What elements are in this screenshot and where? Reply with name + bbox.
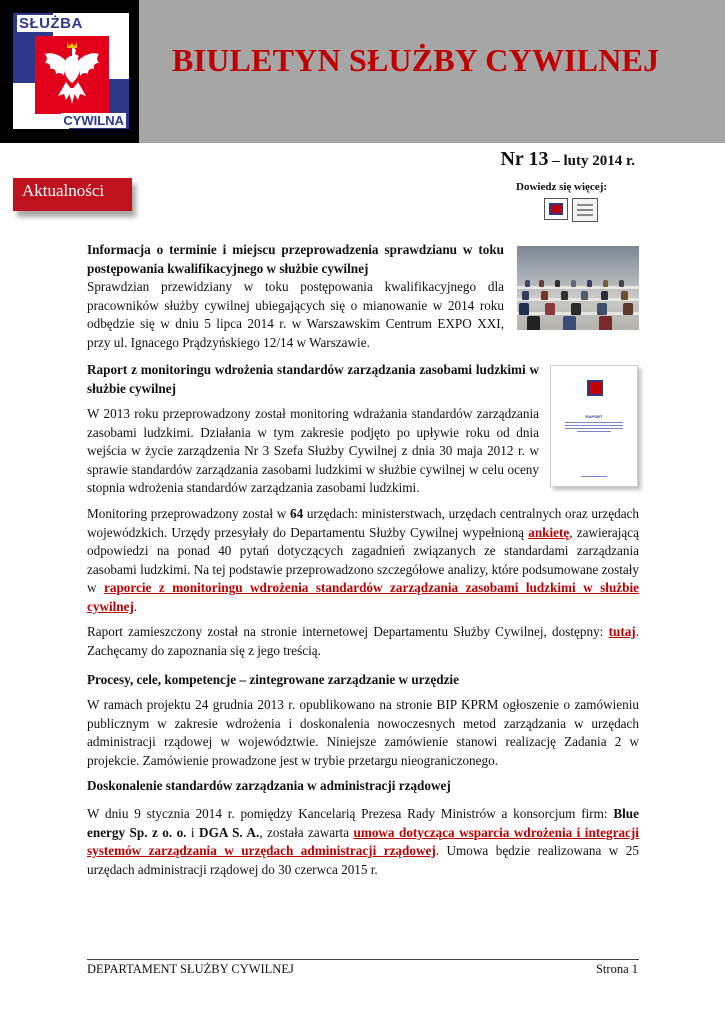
a4-text-2: i [186, 824, 200, 840]
a2p2-text-3: , zawierającą odpowiedzi na ponad 40 pytań dotyczących zagadnień związanych ze standardami zarządzania zasobami ludzkimi. Na tej podstawie przeprowadzono szczegółowe analizy, które podsumowane zostały w [87, 524, 639, 596]
article-3-heading: Procesy, cele, kompetencje – zintegrowane zarządzanie w urzędzie [87, 672, 459, 687]
agreement-link[interactable]: umowa dotycząca wsparcia wdrożenia i integracji systemów zarządzania w urzędach administracji rządowej [87, 824, 639, 859]
report-cover-emblem [587, 380, 603, 396]
logo-text-top: SŁUŻBA [19, 15, 83, 32]
logo-text-bottom: CYWILNA [63, 113, 124, 128]
issue-number: Nr 13 [500, 148, 549, 170]
article-3-body: W ramach projektu 24 grudnia 2013 r. opublikowano na stronie BIP KPRM ogłoszenie o zamówieniu publicznym w zakresie wdrożenia i doskonalenia nowoczesnych metod zarządzania w urzędach administracji rządowej w województwie. Niniejsze zamówienie stanowi realizację Zadania 2 w projekcie. Zamówienie prowadzone jest w trybie przetargu nieograniczonego. [87, 697, 639, 768]
office-count: 64 [289, 506, 304, 521]
a2p2-text-4: . [133, 598, 138, 614]
a2p3-text-1: Raport zamieszczony został na stronie internetowej Departamentu Służby Cywilnej, dostępny: [87, 624, 609, 639]
bulletin-title: BIULETYN SŁUŻBY CYWILNEJ [172, 42, 660, 78]
article-1-body: Sprawdzian przewidziany w toku postępowania kwalifikacyjnego dla pracowników służby cywilnej ubiegających się o mianowanie w 2014 roku odbędzie się w dniu 5 lipca 2014 r. w Warszawskim Centrum EXPO XXI, przy ul. Ignacego Prądzyńskiego 12/14 w Warszawie. [87, 279, 504, 350]
article-4-body [87, 805, 639, 879]
article-2-paragraph-3 [87, 623, 639, 660]
a2p2-text-1: Monitoring przeprowadzony został w [87, 506, 290, 521]
document-icon[interactable] [572, 198, 598, 222]
company-blue-energy: Blue energy Sp. z o. o. [87, 806, 639, 840]
a4-text-4: . Umowa będzie realizowana w 25 urzędach administracji rządowej do 30 czerwca 2015 r. [87, 843, 639, 877]
civil-service-site-icon[interactable] [544, 198, 568, 220]
a2p2-text-2: urzędach: ministerstwach, urzędach centralnych oraz urzędach wojewódzkich. Urzędy przesyłały do Departamentu Służby Cywilnej wypełnioną [87, 506, 639, 540]
article-1-heading: Informacja o terminie i miejscu przeprowadzenia sprawdzianu w toku postępowania kwalifikacyjnego w służbie cywilnej [87, 242, 504, 276]
article-2-paragraph-1: W 2013 roku przeprowadzony został monitoring wdrażania standardów zarządzania zasobami ludzkimi. Działania w tym zakresie podjęto po upływie roku od dnia wejścia w życie zarządzenia Nr 3 Szefa Służby Cywilnej z dnia 30 maja 2012 r. w sprawie standardów zarządzania zasobami ludzkimi w służbie cywilnej w celu oceny stopnia wdrożenia standardów zarządzania zasobami ludzkimi. [87, 406, 539, 496]
report-cover-thumbnail[interactable] [550, 365, 638, 487]
footer-rule [87, 959, 639, 960]
survey-link[interactable]: ankietę [528, 524, 570, 540]
section-tab-news: Aktualności [13, 178, 132, 211]
a2p3-text-2: . Zachęcamy do zapoznania się z jego treścią. [87, 624, 639, 658]
monitoring-report-link[interactable]: raporcie z monitoringu wdrożenia standardów zarządzania zasobami ludzkimi w służbie cywilnej [87, 580, 639, 614]
white-eagle-icon [35, 36, 109, 114]
article-2-heading: Raport z monitoringu wdrożenia standardów zarządzania zasobami ludzkimi w służbie cywilnej [87, 362, 539, 396]
issue-date: – luty 2014 r. [548, 153, 635, 169]
article-2-paragraph-2 [87, 505, 639, 617]
footer-page-number: Strona 1 [595, 962, 638, 976]
article-4-heading: Doskonalenie standardów zarządzania w administracji rządowej [87, 778, 451, 793]
civil-service-logo [0, 0, 139, 143]
issue-line [500, 148, 635, 171]
company-dga: DGA S. A. [199, 824, 260, 840]
logo-frame [13, 13, 129, 129]
exam-hall-photo [517, 246, 639, 330]
a4-text-1: W dniu 9 stycznia 2014 r. pomiędzy Kancelarią Prezesa Rady Ministrów a konsorcjum firm: [87, 806, 614, 821]
report-cover-title: RAPORT [585, 414, 603, 419]
learn-more-label: Dowiedz się więcej: [516, 181, 608, 193]
footer-department: DEPARTAMENT SŁUŻBY CYWILNEJ [87, 962, 294, 976]
a4-text-3: , została zawarta [259, 824, 354, 840]
report-here-link[interactable]: tutaj [608, 624, 636, 639]
